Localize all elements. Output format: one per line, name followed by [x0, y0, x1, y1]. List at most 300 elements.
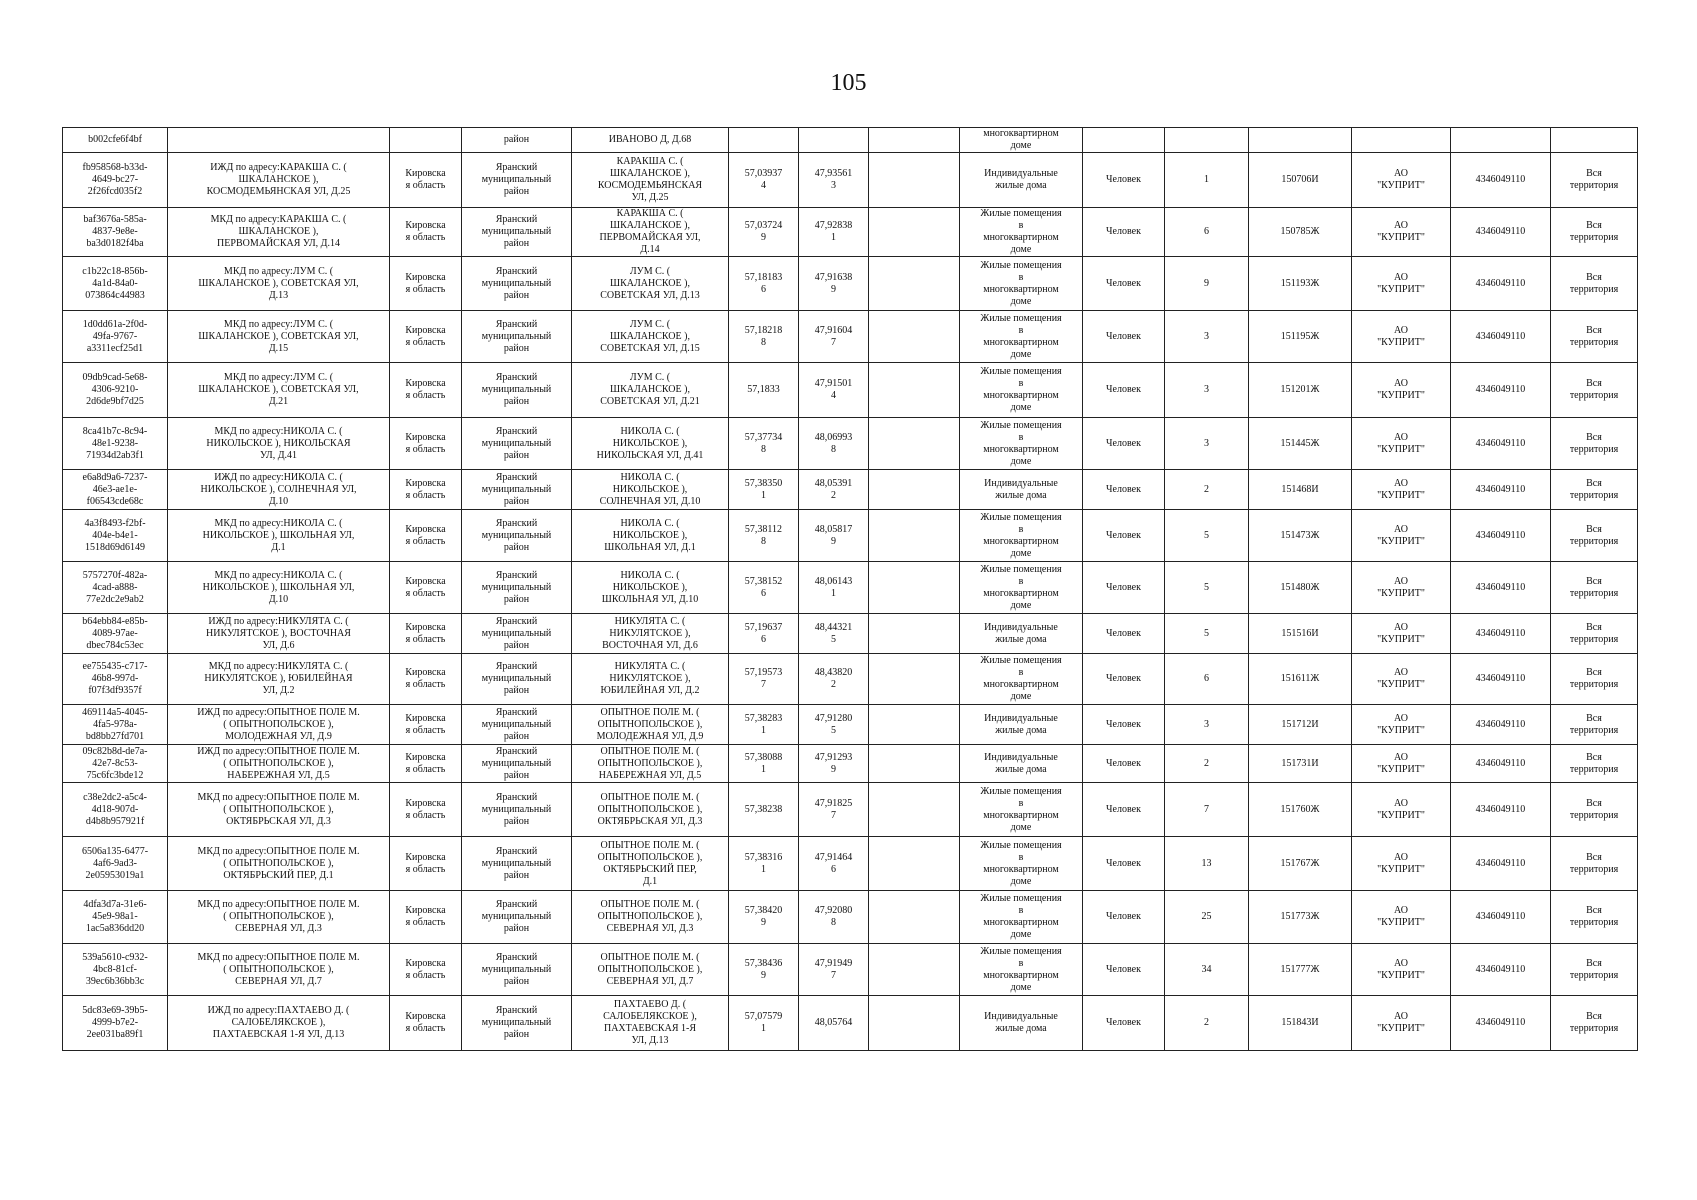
cell-blank	[869, 654, 960, 705]
cell-latitude: 57,07579 1	[729, 996, 799, 1051]
cell-longitude: 47,92838 1	[799, 208, 869, 257]
cell-latitude: 57,38238	[729, 783, 799, 837]
cell-building-type: Жилые помещения в многоквартирном доме	[960, 837, 1083, 891]
cell-district: Яранский муниципальный район	[462, 614, 572, 654]
cell-organization: АО "КУПРИТ"	[1352, 837, 1451, 891]
cell-blank	[869, 257, 960, 311]
cell-address: ОПЫТНОЕ ПОЛЕ М. ( ОПЫТНОПОЛЬСКОЕ ), НАБЕРЕЖНАЯ УЛ, Д.5	[572, 745, 729, 783]
cell-address: НИКОЛА С. ( НИКОЛЬСКОЕ ), ШКОЛЬНАЯ УЛ, Д.1	[572, 510, 729, 562]
cell-object-name: ИЖД по адресу:ОПЫТНОЕ ПОЛЕ М. ( ОПЫТНОПОЛЬСКОЕ ), НАБЕРЕЖНАЯ УЛ, Д.5	[168, 745, 390, 783]
cell-territory: Вся территория	[1551, 208, 1638, 257]
cell-inn: 4346049110	[1451, 837, 1551, 891]
cell-organization: АО "КУПРИТ"	[1352, 470, 1451, 510]
cell-code: 151843И	[1249, 996, 1352, 1051]
table-row	[63, 128, 1638, 153]
cell-code: 151201Ж	[1249, 363, 1352, 418]
cell-building-type: Индивидуальные жилые дома	[960, 153, 1083, 208]
cell-inn: 4346049110	[1451, 654, 1551, 705]
cell-latitude: 57,38436 9	[729, 944, 799, 996]
cell-object-name: МКД по адресу:ОПЫТНОЕ ПОЛЕ М. ( ОПЫТНОПОЛЬСКОЕ ), ОКТЯБРЬСКАЯ УЛ, Д.3	[168, 783, 390, 837]
cell-count: 9	[1165, 257, 1249, 311]
cell-guid: ee755435-c717- 46b8-997d- f07f3df9357f	[63, 654, 168, 705]
cell-blank	[869, 996, 960, 1051]
cell-count: 3	[1165, 705, 1249, 745]
cell-inn: 4346049110	[1451, 891, 1551, 944]
cell-organization: АО "КУПРИТ"	[1352, 705, 1451, 745]
cell-unit: Человек	[1083, 783, 1165, 837]
cell-region: Кировска я область	[390, 837, 462, 891]
cell-territory: Вся территория	[1551, 614, 1638, 654]
cell-territory: Вся территория	[1551, 257, 1638, 311]
cell-object-name: ИЖД по адресу:НИКОЛА С. ( НИКОЛЬСКОЕ ), СОЛНЕЧНАЯ УЛ, Д.10	[168, 470, 390, 510]
cell-district: Яранский муниципальный район	[462, 783, 572, 837]
cell-address: НИКОЛА С. ( НИКОЛЬСКОЕ ), СОЛНЕЧНАЯ УЛ, Д.10	[572, 470, 729, 510]
cell-address: ОПЫТНОЕ ПОЛЕ М. ( ОПЫТНОПОЛЬСКОЕ ), СЕВЕРНАЯ УЛ, Д.3	[572, 891, 729, 944]
cell-organization: АО "КУПРИТ"	[1352, 944, 1451, 996]
table-row	[63, 891, 1638, 944]
cell-district: Яранский муниципальный район	[462, 257, 572, 311]
cell-address: НИКУЛЯТА С. ( НИКУЛЯТСКОЕ ), ВОСТОЧНАЯ УЛ, Д.6	[572, 614, 729, 654]
cell-code: 151760Ж	[1249, 783, 1352, 837]
cell-guid: b64ebb84-e85b- 4089-97ae- dbec784c53ec	[63, 614, 168, 654]
cell-code	[1249, 128, 1352, 153]
cell-object-name	[168, 128, 390, 153]
cell-longitude: 47,91604 7	[799, 311, 869, 363]
cell-code: 151767Ж	[1249, 837, 1352, 891]
cell-building-type: Индивидуальные жилые дома	[960, 614, 1083, 654]
cell-organization: АО "КУПРИТ"	[1352, 311, 1451, 363]
cell-district: Яранский муниципальный район	[462, 153, 572, 208]
cell-region: Кировска я область	[390, 705, 462, 745]
cell-blank	[869, 891, 960, 944]
cell-count: 2	[1165, 996, 1249, 1051]
cell-region: Кировска я область	[390, 944, 462, 996]
cell-guid: 469114a5-4045- 4fa5-978a- bd8bb27fd701	[63, 705, 168, 745]
cell-unit: Человек	[1083, 745, 1165, 783]
cell-unit: Человек	[1083, 562, 1165, 614]
table-row	[63, 783, 1638, 837]
cell-organization: АО "КУПРИТ"	[1352, 891, 1451, 944]
cell-region: Кировска я область	[390, 153, 462, 208]
cell-latitude: 57,18218 8	[729, 311, 799, 363]
cell-code: 151445Ж	[1249, 418, 1352, 470]
cell-longitude: 47,91501 4	[799, 363, 869, 418]
cell-building-type: Индивидуальные жилые дома	[960, 470, 1083, 510]
cell-region: Кировска я область	[390, 783, 462, 837]
cell-code: 150785Ж	[1249, 208, 1352, 257]
cell-object-name: ИЖД по адресу:КАРАКША С. ( ШКАЛАНСКОЕ ), КОСМОДЕМЬЯНСКАЯ УЛ, Д.25	[168, 153, 390, 208]
cell-unit: Человек	[1083, 418, 1165, 470]
cell-district: Яранский муниципальный район	[462, 562, 572, 614]
cell-latitude: 57,19573 7	[729, 654, 799, 705]
cell-inn: 4346049110	[1451, 510, 1551, 562]
cell-latitude: 57,03937 4	[729, 153, 799, 208]
table-row	[63, 705, 1638, 745]
cell-address: КАРАКША С. ( ШКАЛАНСКОЕ ), КОСМОДЕМЬЯНСКАЯ УЛ, Д.25	[572, 153, 729, 208]
cell-guid: b002cfe6f4bf	[63, 128, 168, 153]
cell-guid: 1d0dd61a-2f0d- 49fa-9767- a3311ecf25d1	[63, 311, 168, 363]
cell-blank	[869, 562, 960, 614]
cell-building-type: Жилые помещения в многоквартирном доме	[960, 257, 1083, 311]
cell-blank	[869, 311, 960, 363]
cell-territory: Вся территория	[1551, 153, 1638, 208]
cell-inn: 4346049110	[1451, 208, 1551, 257]
cell-blank	[869, 128, 960, 153]
cell-organization: АО "КУПРИТ"	[1352, 996, 1451, 1051]
cell-guid: 4dfa3d7a-31e6- 45e9-98a1- 1ac5a836dd20	[63, 891, 168, 944]
cell-unit: Человек	[1083, 257, 1165, 311]
cell-region: Кировска я область	[390, 562, 462, 614]
cell-building-type: Жилые помещения в многоквартирном доме	[960, 208, 1083, 257]
cell-district: Яранский муниципальный район	[462, 470, 572, 510]
registry-table	[62, 127, 1638, 1051]
cell-region: Кировска я область	[390, 311, 462, 363]
cell-address: ОПЫТНОЕ ПОЛЕ М. ( ОПЫТНОПОЛЬСКОЕ ), МОЛОДЕЖНАЯ УЛ, Д.9	[572, 705, 729, 745]
cell-guid: baf3676a-585a- 4837-9e8e- ba3d0182f4ba	[63, 208, 168, 257]
cell-building-type: Жилые помещения в многоквартирном доме	[960, 944, 1083, 996]
cell-region: Кировска я область	[390, 614, 462, 654]
table-row	[63, 418, 1638, 470]
cell-count: 2	[1165, 470, 1249, 510]
cell-latitude: 57,38152 6	[729, 562, 799, 614]
cell-building-type: Жилые помещения в многоквартирном доме	[960, 891, 1083, 944]
cell-region: Кировска я область	[390, 654, 462, 705]
cell-longitude: 48,44321 5	[799, 614, 869, 654]
cell-code: 151480Ж	[1249, 562, 1352, 614]
cell-latitude: 57,38420 9	[729, 891, 799, 944]
cell-region: Кировска я область	[390, 208, 462, 257]
cell-address: ЛУМ С. ( ШКАЛАНСКОЕ ), СОВЕТСКАЯ УЛ, Д.21	[572, 363, 729, 418]
cell-address: НИКУЛЯТА С. ( НИКУЛЯТСКОЕ ), ЮБИЛЕЙНАЯ УЛ, Д.2	[572, 654, 729, 705]
cell-building-type: Жилые помещения в многоквартирном доме	[960, 311, 1083, 363]
cell-unit: Человек	[1083, 891, 1165, 944]
cell-address: КАРАКША С. ( ШКАЛАНСКОЕ ), ПЕРВОМАЙСКАЯ УЛ, Д.14	[572, 208, 729, 257]
cell-object-name: МКД по адресу:КАРАКША С. ( ШКАЛАНСКОЕ ), ПЕРВОМАЙСКАЯ УЛ, Д.14	[168, 208, 390, 257]
cell-inn: 4346049110	[1451, 996, 1551, 1051]
cell-organization: АО "КУПРИТ"	[1352, 562, 1451, 614]
cell-address: ПАХТАЕВО Д. ( САЛОБЕЛЯКСКОЕ ), ПАХТАЕВСКАЯ 1-Я УЛ, Д.13	[572, 996, 729, 1051]
cell-count: 2	[1165, 745, 1249, 783]
cell-object-name: МКД по адресу:ЛУМ С. ( ШКАЛАНСКОЕ ), СОВЕТСКАЯ УЛ, Д.21	[168, 363, 390, 418]
cell-longitude: 48,43820 2	[799, 654, 869, 705]
cell-address: ОПЫТНОЕ ПОЛЕ М. ( ОПЫТНОПОЛЬСКОЕ ), ОКТЯБРЬСКИЙ ПЕР, Д.1	[572, 837, 729, 891]
cell-object-name: ИЖД по адресу:ОПЫТНОЕ ПОЛЕ М. ( ОПЫТНОПОЛЬСКОЕ ), МОЛОДЕЖНАЯ УЛ, Д.9	[168, 705, 390, 745]
cell-territory: Вся территория	[1551, 510, 1638, 562]
table-row	[63, 654, 1638, 705]
cell-address: НИКОЛА С. ( НИКОЛЬСКОЕ ), ШКОЛЬНАЯ УЛ, Д.10	[572, 562, 729, 614]
cell-organization: АО "КУПРИТ"	[1352, 363, 1451, 418]
cell-district: Яранский муниципальный район	[462, 208, 572, 257]
cell-code: 150706И	[1249, 153, 1352, 208]
cell-district: Яранский муниципальный район	[462, 705, 572, 745]
cell-object-name: МКД по адресу:НИКОЛА С. ( НИКОЛЬСКОЕ ), ШКОЛЬНАЯ УЛ, Д.1	[168, 510, 390, 562]
cell-count: 7	[1165, 783, 1249, 837]
table-row	[63, 510, 1638, 562]
table-row	[63, 470, 1638, 510]
cell-inn: 4346049110	[1451, 783, 1551, 837]
cell-object-name: МКД по адресу:НИКУЛЯТА С. ( НИКУЛЯТСКОЕ ), ЮБИЛЕЙНАЯ УЛ, Д.2	[168, 654, 390, 705]
cell-territory	[1551, 128, 1638, 153]
cell-code: 151473Ж	[1249, 510, 1352, 562]
cell-inn: 4346049110	[1451, 944, 1551, 996]
cell-region: Кировска я область	[390, 745, 462, 783]
cell-unit: Человек	[1083, 311, 1165, 363]
cell-latitude: 57,19637 6	[729, 614, 799, 654]
cell-longitude: 47,91464 6	[799, 837, 869, 891]
cell-district: район	[462, 128, 572, 153]
cell-blank	[869, 208, 960, 257]
cell-guid: 09c82b8d-de7a- 42e7-8c53- 75c6fc3bde12	[63, 745, 168, 783]
cell-longitude: 47,93561 3	[799, 153, 869, 208]
cell-building-type: Жилые помещения в многоквартирном доме	[960, 562, 1083, 614]
cell-code: 151516И	[1249, 614, 1352, 654]
cell-longitude: 47,91949 7	[799, 944, 869, 996]
cell-territory: Вся территория	[1551, 470, 1638, 510]
cell-region	[390, 128, 462, 153]
cell-territory: Вся территория	[1551, 837, 1638, 891]
cell-longitude: 48,06993 8	[799, 418, 869, 470]
cell-territory: Вся территория	[1551, 363, 1638, 418]
cell-latitude: 57,03724 9	[729, 208, 799, 257]
cell-latitude: 57,38350 1	[729, 470, 799, 510]
cell-region: Кировска я область	[390, 257, 462, 311]
cell-region: Кировска я область	[390, 996, 462, 1051]
cell-latitude: 57,1833	[729, 363, 799, 418]
cell-district: Яранский муниципальный район	[462, 837, 572, 891]
cell-district: Яранский муниципальный район	[462, 745, 572, 783]
table-row	[63, 562, 1638, 614]
cell-inn: 4346049110	[1451, 257, 1551, 311]
cell-unit: Человек	[1083, 837, 1165, 891]
cell-code: 151712И	[1249, 705, 1352, 745]
cell-territory: Вся территория	[1551, 705, 1638, 745]
table-row	[63, 363, 1638, 418]
cell-guid: 6506a135-6477- 4af6-9ad3- 2e05953019a1	[63, 837, 168, 891]
cell-region: Кировска я область	[390, 363, 462, 418]
table-row	[63, 944, 1638, 996]
cell-unit: Человек	[1083, 510, 1165, 562]
table-row	[63, 311, 1638, 363]
cell-count: 13	[1165, 837, 1249, 891]
cell-count: 5	[1165, 510, 1249, 562]
cell-organization: АО "КУПРИТ"	[1352, 153, 1451, 208]
cell-organization: АО "КУПРИТ"	[1352, 208, 1451, 257]
cell-object-name: МКД по адресу:НИКОЛА С. ( НИКОЛЬСКОЕ ), ШКОЛЬНАЯ УЛ, Д.10	[168, 562, 390, 614]
cell-territory: Вся территория	[1551, 418, 1638, 470]
table-row	[63, 745, 1638, 783]
cell-blank	[869, 153, 960, 208]
cell-longitude	[799, 128, 869, 153]
cell-blank	[869, 614, 960, 654]
cell-inn: 4346049110	[1451, 705, 1551, 745]
cell-inn	[1451, 128, 1551, 153]
cell-latitude: 57,38316 1	[729, 837, 799, 891]
cell-guid: 539a5610-c932- 4bc8-81cf- 39ec6b36bb3c	[63, 944, 168, 996]
cell-count: 25	[1165, 891, 1249, 944]
cell-latitude: 57,38283 1	[729, 705, 799, 745]
cell-address: ИВАНОВО Д, Д.68	[572, 128, 729, 153]
cell-object-name: ИЖД по адресу:НИКУЛЯТА С. ( НИКУЛЯТСКОЕ ), ВОСТОЧНАЯ УЛ, Д.6	[168, 614, 390, 654]
cell-count	[1165, 128, 1249, 153]
cell-district: Яранский муниципальный район	[462, 510, 572, 562]
cell-territory: Вся территория	[1551, 944, 1638, 996]
cell-territory: Вся территория	[1551, 562, 1638, 614]
cell-code: 151468И	[1249, 470, 1352, 510]
cell-building-type: Индивидуальные жилые дома	[960, 705, 1083, 745]
cell-latitude: 57,18183 6	[729, 257, 799, 311]
cell-building-type: Жилые помещения в многоквартирном доме	[960, 418, 1083, 470]
cell-longitude: 47,91293 9	[799, 745, 869, 783]
cell-territory: Вся территория	[1551, 783, 1638, 837]
cell-district: Яранский муниципальный район	[462, 996, 572, 1051]
cell-guid: c1b22c18-856b- 4a1d-84a0- 073864c44983	[63, 257, 168, 311]
cell-district: Яранский муниципальный район	[462, 944, 572, 996]
cell-organization	[1352, 128, 1451, 153]
cell-latitude: 57,37734 8	[729, 418, 799, 470]
cell-blank	[869, 470, 960, 510]
cell-guid: fb958568-b33d- 4649-bc27- 2f26fcd035f2	[63, 153, 168, 208]
cell-district: Яранский муниципальный район	[462, 363, 572, 418]
cell-count: 3	[1165, 418, 1249, 470]
cell-address: НИКОЛА С. ( НИКОЛЬСКОЕ ), НИКОЛЬСКАЯ УЛ, Д.41	[572, 418, 729, 470]
cell-inn: 4346049110	[1451, 614, 1551, 654]
cell-latitude: 57,38088 1	[729, 745, 799, 783]
cell-address: ОПЫТНОЕ ПОЛЕ М. ( ОПЫТНОПОЛЬСКОЕ ), СЕВЕРНАЯ УЛ, Д.7	[572, 944, 729, 996]
cell-blank	[869, 510, 960, 562]
cell-longitude: 47,91280 5	[799, 705, 869, 745]
cell-territory: Вся территория	[1551, 891, 1638, 944]
cell-unit: Человек	[1083, 153, 1165, 208]
cell-code: 151611Ж	[1249, 654, 1352, 705]
cell-guid: 4a3f8493-f2bf- 404e-b4e1- 1518d69d6149	[63, 510, 168, 562]
table-row	[63, 257, 1638, 311]
cell-code: 151773Ж	[1249, 891, 1352, 944]
cell-district: Яранский муниципальный район	[462, 891, 572, 944]
cell-count: 3	[1165, 363, 1249, 418]
cell-unit: Человек	[1083, 363, 1165, 418]
cell-organization: АО "КУПРИТ"	[1352, 745, 1451, 783]
cell-guid: 5757270f-482a- 4cad-a888- 77e2dc2e9ab2	[63, 562, 168, 614]
cell-territory: Вся территория	[1551, 311, 1638, 363]
cell-address: ЛУМ С. ( ШКАЛАНСКОЕ ), СОВЕТСКАЯ УЛ, Д.15	[572, 311, 729, 363]
cell-code: 151777Ж	[1249, 944, 1352, 996]
cell-blank	[869, 745, 960, 783]
cell-guid: c38e2dc2-a5c4- 4d18-907d- d4b8b957921f	[63, 783, 168, 837]
cell-inn: 4346049110	[1451, 562, 1551, 614]
cell-region: Кировска я область	[390, 510, 462, 562]
cell-region: Кировска я область	[390, 418, 462, 470]
cell-longitude: 48,05817 9	[799, 510, 869, 562]
cell-region: Кировска я область	[390, 470, 462, 510]
cell-building-type: Индивидуальные жилые дома	[960, 996, 1083, 1051]
cell-count: 6	[1165, 208, 1249, 257]
cell-district: Яранский муниципальный район	[462, 654, 572, 705]
cell-unit: Человек	[1083, 208, 1165, 257]
cell-object-name: МКД по адресу:НИКОЛА С. ( НИКОЛЬСКОЕ ), НИКОЛЬСКАЯ УЛ, Д.41	[168, 418, 390, 470]
cell-longitude: 48,05391 2	[799, 470, 869, 510]
cell-building-type: Индивидуальные жилые дома	[960, 745, 1083, 783]
cell-blank	[869, 418, 960, 470]
cell-longitude: 47,92080 8	[799, 891, 869, 944]
cell-latitude	[729, 128, 799, 153]
cell-building-type: Жилые помещения в многоквартирном доме	[960, 510, 1083, 562]
cell-district: Яранский муниципальный район	[462, 418, 572, 470]
table-row	[63, 614, 1638, 654]
cell-organization: АО "КУПРИТ"	[1352, 783, 1451, 837]
cell-blank	[869, 783, 960, 837]
cell-guid: 8ca41b7c-8c94- 48e1-9238- 71934d2ab3f1	[63, 418, 168, 470]
cell-latitude: 57,38112 8	[729, 510, 799, 562]
cell-organization: АО "КУПРИТ"	[1352, 510, 1451, 562]
cell-guid: e6a8d9a6-7237- 46e3-ae1e- f06543cde68c	[63, 470, 168, 510]
cell-address: ЛУМ С. ( ШКАЛАНСКОЕ ), СОВЕТСКАЯ УЛ, Д.13	[572, 257, 729, 311]
cell-count: 34	[1165, 944, 1249, 996]
cell-unit: Человек	[1083, 470, 1165, 510]
cell-object-name: ИЖД по адресу:ПАХТАЕВО Д. ( САЛОБЕЛЯКСКОЕ ), ПАХТАЕВСКАЯ 1-Я УЛ, Д.13	[168, 996, 390, 1051]
cell-blank	[869, 837, 960, 891]
cell-inn: 4346049110	[1451, 363, 1551, 418]
cell-object-name: МКД по адресу:ОПЫТНОЕ ПОЛЕ М. ( ОПЫТНОПОЛЬСКОЕ ), ОКТЯБРЬСКИЙ ПЕР, Д.1	[168, 837, 390, 891]
cell-building-type: многоквартирном доме	[960, 128, 1083, 153]
cell-longitude: 48,05764	[799, 996, 869, 1051]
cell-count: 3	[1165, 311, 1249, 363]
cell-guid: 09db9cad-5e68- 4306-9210- 2d6de9bf7d25	[63, 363, 168, 418]
cell-blank	[869, 363, 960, 418]
cell-building-type: Жилые помещения в многоквартирном доме	[960, 654, 1083, 705]
cell-territory: Вся территория	[1551, 745, 1638, 783]
table-row	[63, 153, 1638, 208]
cell-longitude: 47,91825 7	[799, 783, 869, 837]
cell-count: 5	[1165, 614, 1249, 654]
cell-blank	[869, 705, 960, 745]
cell-region: Кировска я область	[390, 891, 462, 944]
cell-object-name: МКД по адресу:ОПЫТНОЕ ПОЛЕ М. ( ОПЫТНОПОЛЬСКОЕ ), СЕВЕРНАЯ УЛ, Д.7	[168, 944, 390, 996]
cell-blank	[869, 944, 960, 996]
cell-object-name: МКД по адресу:ОПЫТНОЕ ПОЛЕ М. ( ОПЫТНОПОЛЬСКОЕ ), СЕВЕРНАЯ УЛ, Д.3	[168, 891, 390, 944]
cell-code: 151731И	[1249, 745, 1352, 783]
cell-inn: 4346049110	[1451, 153, 1551, 208]
cell-longitude: 48,06143 1	[799, 562, 869, 614]
cell-territory: Вся территория	[1551, 654, 1638, 705]
cell-code: 151193Ж	[1249, 257, 1352, 311]
cell-unit: Человек	[1083, 996, 1165, 1051]
cell-inn: 4346049110	[1451, 745, 1551, 783]
cell-territory: Вся территория	[1551, 996, 1638, 1051]
cell-count: 6	[1165, 654, 1249, 705]
cell-inn: 4346049110	[1451, 418, 1551, 470]
cell-object-name: МКД по адресу:ЛУМ С. ( ШКАЛАНСКОЕ ), СОВЕТСКАЯ УЛ, Д.13	[168, 257, 390, 311]
cell-object-name: МКД по адресу:ЛУМ С. ( ШКАЛАНСКОЕ ), СОВЕТСКАЯ УЛ, Д.15	[168, 311, 390, 363]
cell-unit: Человек	[1083, 614, 1165, 654]
cell-building-type: Жилые помещения в многоквартирном доме	[960, 783, 1083, 837]
page-number: 105	[830, 70, 867, 96]
cell-count: 1	[1165, 153, 1249, 208]
table-row	[63, 208, 1638, 257]
cell-organization: АО "КУПРИТ"	[1352, 654, 1451, 705]
table-row	[63, 837, 1638, 891]
cell-guid: 5dc83e69-39b5- 4999-b7e2- 2ee031ba89f1	[63, 996, 168, 1051]
cell-district: Яранский муниципальный район	[462, 311, 572, 363]
cell-unit: Человек	[1083, 705, 1165, 745]
cell-address: ОПЫТНОЕ ПОЛЕ М. ( ОПЫТНОПОЛЬСКОЕ ), ОКТЯБРЬСКАЯ УЛ, Д.3	[572, 783, 729, 837]
cell-longitude: 47,91638 9	[799, 257, 869, 311]
cell-unit: Человек	[1083, 654, 1165, 705]
cell-code: 151195Ж	[1249, 311, 1352, 363]
cell-inn: 4346049110	[1451, 311, 1551, 363]
cell-count: 5	[1165, 562, 1249, 614]
table-row	[63, 996, 1638, 1051]
cell-unit	[1083, 128, 1165, 153]
